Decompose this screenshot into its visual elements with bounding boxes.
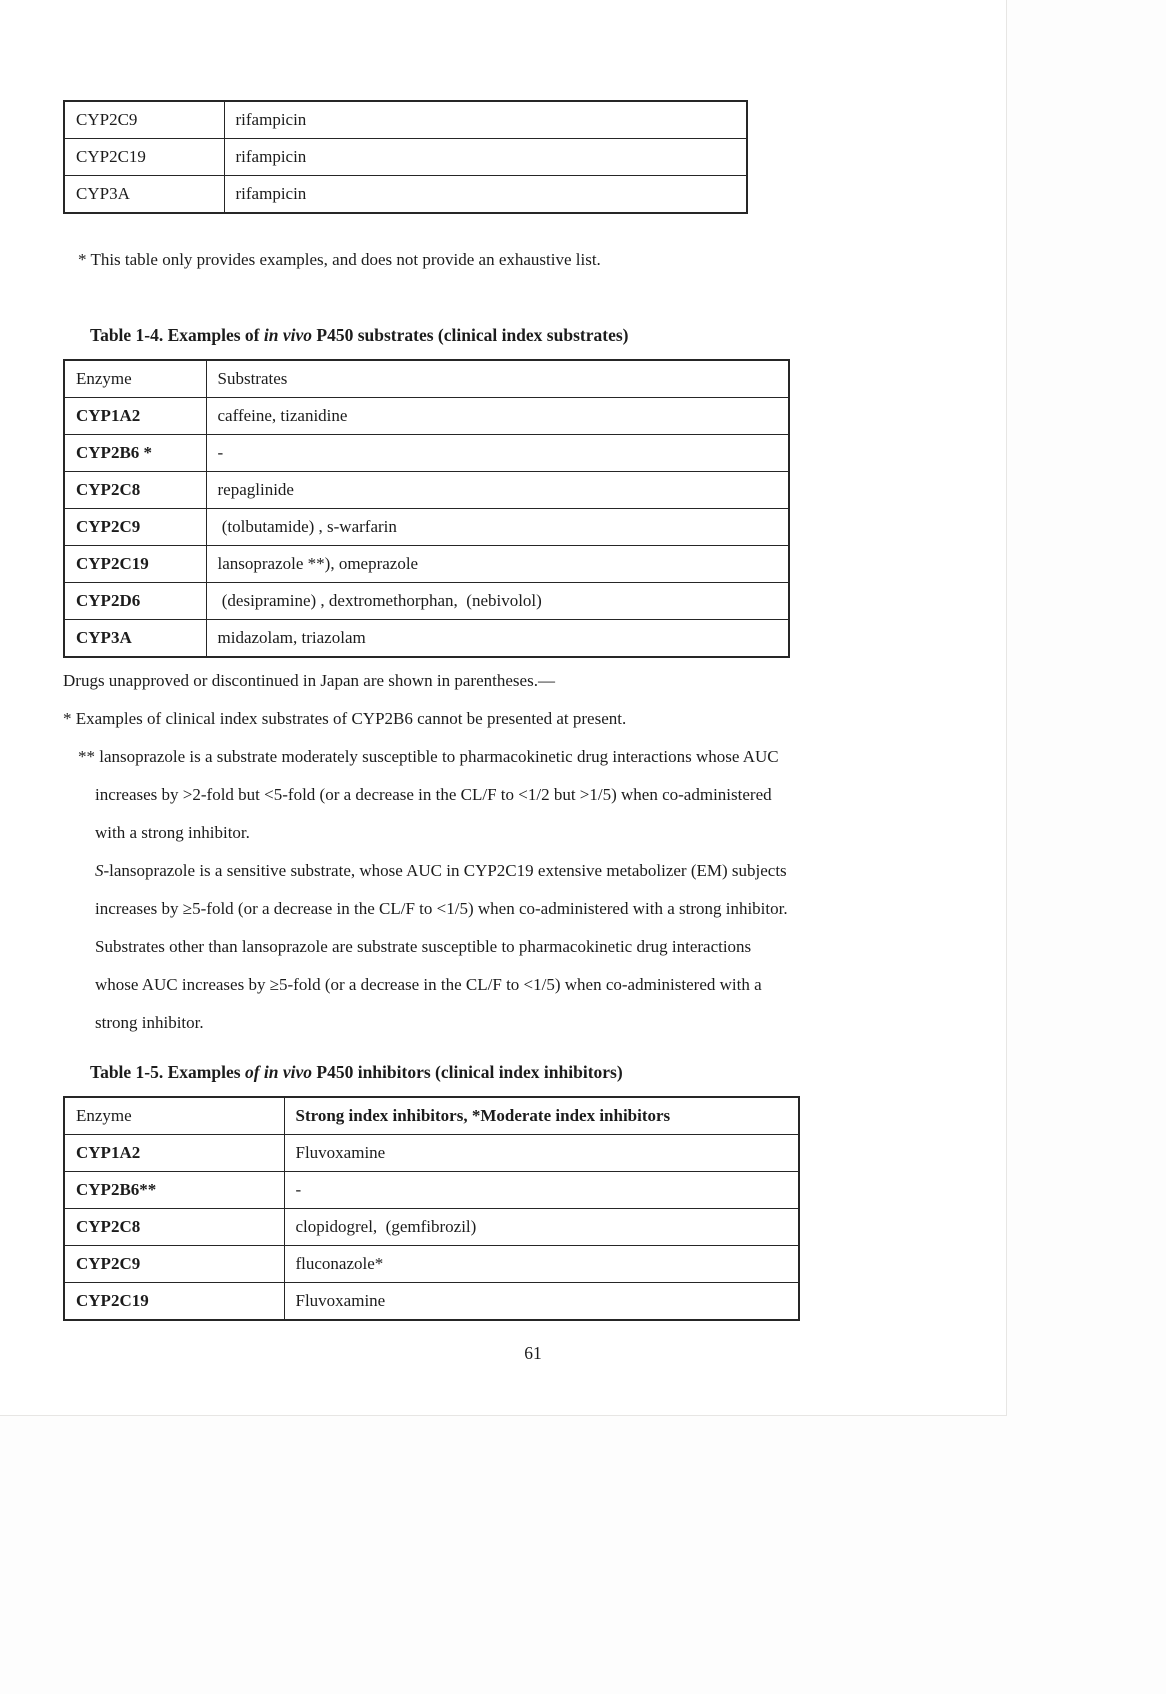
table-row (64, 1283, 799, 1321)
substrates-table (63, 359, 790, 658)
header-row (64, 360, 789, 398)
table-1-4-notes (63, 662, 798, 1042)
table-row (64, 435, 789, 472)
substrates-cell: (desipramine) , dextromethorphan, (nebivolol) (206, 583, 789, 620)
table-footnote: * This table only provides examples, and does not provide an exhaustive list. (78, 250, 601, 269)
inhibitors-cell: - (284, 1172, 799, 1209)
enzyme-cell: CYP2C19 (64, 139, 224, 176)
enzyme-cell: CYP3A (64, 620, 206, 658)
substrates-header: Substrates (206, 360, 789, 398)
substrates-cell: repaglinide (206, 472, 789, 509)
table-row (64, 176, 747, 214)
table-row (64, 620, 789, 658)
table-1-5-title (90, 1060, 1003, 1084)
enzyme-cell: CYP2B6** (64, 1172, 284, 1209)
enzyme-cell: CYP2B6 * (64, 435, 206, 472)
drug-cell: rifampicin (224, 176, 747, 214)
title-text: Table 1-5. Examples (90, 1062, 245, 1082)
table-row (64, 398, 789, 435)
note-italic-s: S (95, 861, 104, 880)
inhibitors-cell: Fluvoxamine (284, 1283, 799, 1321)
table-row (64, 1172, 799, 1209)
inhibitors-table (63, 1096, 800, 1321)
enzyme-header: Enzyme (64, 360, 206, 398)
substrates-cell: caffeine, tizanidine (206, 398, 789, 435)
inhibitors-cell: Fluvoxamine (284, 1135, 799, 1172)
substrates-cell: midazolam, triazolam (206, 620, 789, 658)
drug-cell: rifampicin (224, 101, 747, 139)
table-1-4-title (90, 323, 1003, 347)
note-single-star: * Examples of clinical index substrates of CYP2B6 cannot be presented at present. (63, 709, 627, 728)
title-text: P450 substrates (clinical index substrates) (312, 325, 629, 345)
table-row (64, 472, 789, 509)
title-italic: of in vivo (244, 1062, 313, 1082)
title-italic: in vivo (263, 325, 313, 345)
enzyme-cell: CYP2C8 (64, 472, 206, 509)
inducers-table (63, 100, 748, 214)
page-number: 61 (524, 1343, 542, 1363)
drug-cell: rifampicin (224, 139, 747, 176)
enzyme-cell: CYP2C19 (64, 1283, 284, 1321)
title-text: Table 1-4. Examples of (90, 325, 264, 345)
enzyme-cell: CYP3A (64, 176, 224, 214)
note-parentheses: Drugs unapproved or discontinued in Japan are shown in parentheses.— (63, 671, 555, 690)
enzyme-cell: CYP1A2 (64, 1135, 284, 1172)
enzyme-cell: CYP2C9 (64, 1246, 284, 1283)
enzyme-cell: CYP1A2 (64, 398, 206, 435)
inhibitors-cell: clopidogrel, (gemfibrozil) (284, 1209, 799, 1246)
table-row (64, 546, 789, 583)
note-other-substrates: Substrates other than lansoprazole are substrate susceptible to pharmacokinetic drug interactions whose AUC increases by ≥5-fold (or a decrease in the CL/F to <1/5) when co-administered with a strong inhibitor. (95, 937, 762, 1032)
enzyme-cell: CYP2C9 (64, 101, 224, 139)
enzyme-cell: CYP2C9 (64, 509, 206, 546)
enzyme-header: Enzyme (64, 1097, 284, 1135)
table-row (64, 583, 789, 620)
table-row (64, 139, 747, 176)
table-row (64, 1209, 799, 1246)
note-text: -lansoprazole is a sensitive substrate, whose AUC in CYP2C19 extensive metabolizer (EM) subjects increases by ≥5-fold (or a decrease in the CL/F to <1/5) when co-administered with a strong inhibitor. (95, 861, 788, 918)
table-row (64, 101, 747, 139)
inhibitors-header: Strong index inhibitors, *Moderate index inhibitors (284, 1097, 799, 1135)
table-row (64, 1135, 799, 1172)
substrates-cell: - (206, 435, 789, 472)
substrates-cell: lansoprazole **), omeprazole (206, 546, 789, 583)
table-row (64, 1246, 799, 1283)
substrates-cell: (tolbutamide) , s-warfarin (206, 509, 789, 546)
header-row (64, 1097, 799, 1135)
enzyme-cell: CYP2C8 (64, 1209, 284, 1246)
note-double-star: ** lansoprazole is a substrate moderately susceptible to pharmacokinetic drug interactions whose AUC increases by >2-fold but <5-fold (or a decrease in the CL/F to <1/2 but >1/5) when co-administered with a strong inhibitor. (78, 747, 779, 842)
table-row (64, 509, 789, 546)
inhibitors-cell: fluconazole* (284, 1246, 799, 1283)
enzyme-cell: CYP2D6 (64, 583, 206, 620)
enzyme-cell: CYP2C19 (64, 546, 206, 583)
title-text: P450 inhibitors (clinical index inhibitors) (312, 1062, 623, 1082)
note-s-lansoprazole (95, 852, 798, 928)
